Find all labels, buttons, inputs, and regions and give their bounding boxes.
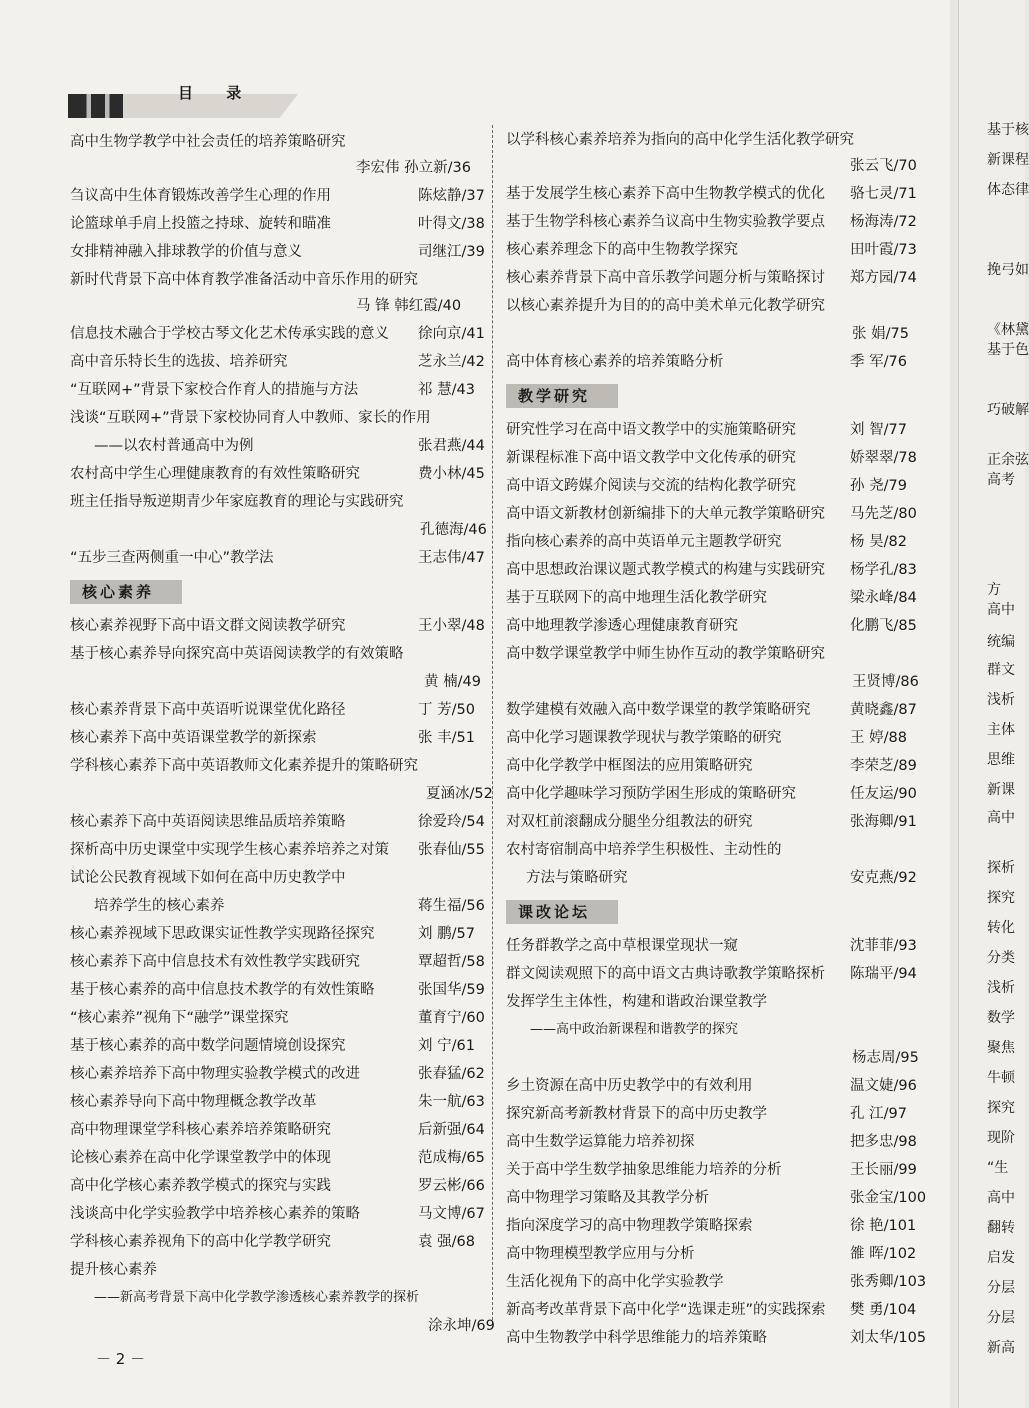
toc-title: 目 录 — [178, 84, 256, 102]
toc-entry-author-page: 田叶霞/73 — [850, 242, 917, 258]
edge-text-fragment: “生 — [987, 1160, 1009, 1176]
toc-entry-title: 研究性学习在高中语文教学中的实施策略研究 — [506, 422, 796, 438]
toc-entry-title: 核心素养背景下高中英语听说课堂优化路径 — [70, 702, 346, 718]
edge-text-fragment: 浅析 — [987, 692, 1015, 708]
adjacent-page-edge — [958, 0, 1029, 1408]
toc-entry-author-page: 王 婷/88 — [850, 730, 907, 746]
toc-entry-title: 高中体育核心素养的培养策略分析 — [506, 354, 724, 370]
toc-entry-title: 论核心素养在高中化学课堂教学中的体现 — [70, 1150, 331, 1166]
toc-entry-title: 试论公民教育视域下如何在高中历史教学中 — [70, 870, 346, 886]
toc-entry-author-page: 雒 晖/102 — [850, 1246, 917, 1262]
edge-text-fragment: 高考 — [987, 472, 1015, 488]
toc-entry-author-page: 杨志周/95 — [852, 1050, 919, 1066]
toc-entry-title: 基于核心素养的高中信息技术教学的有效性策略 — [70, 982, 375, 998]
toc-entry-author-page: 覃超哲/58 — [418, 954, 485, 970]
toc-entry-title: 提升核心素养 — [70, 1262, 157, 1278]
toc-entry-author-page: 娇翠翠/78 — [850, 450, 917, 466]
edge-text-fragment: 体态律 — [987, 182, 1029, 198]
toc-entry-title: 新高考改革背景下高中化学“选课走班”的实践探索 — [506, 1302, 826, 1318]
edge-text-fragment: 统编 — [987, 634, 1015, 650]
toc-entry-title: 高中化学教学中框图法的应用策略研究 — [506, 758, 753, 774]
toc-entry-title: 群文阅读观照下的高中语文古典诗歌教学策略探析 — [506, 966, 825, 982]
toc-entry-author-page: 费小林/45 — [418, 466, 485, 482]
toc-entry-title: 女排精神融入排球教学的价值与意义 — [70, 244, 302, 260]
toc-entry-title: 核心素养理念下的高中生物教学探究 — [506, 242, 738, 258]
toc-entry-title: “核心素养”视角下“融学”课堂探究 — [70, 1010, 289, 1026]
toc-entry-author-page: 孙 尧/79 — [850, 478, 907, 494]
toc-entry-title: 新课程标准下高中语文教学中文化传承的研究 — [506, 450, 796, 466]
toc-entry-author-page: 张春猛/62 — [418, 1066, 485, 1082]
toc-entry-author-page: 蒋生福/56 — [418, 898, 485, 914]
toc-entry-author-page: 马先芝/80 — [850, 506, 917, 522]
toc-entry-title: 高中思想政治课议题式教学模式的构建与实践研究 — [506, 562, 825, 578]
toc-entry-title: 方法与策略研究 — [526, 870, 628, 886]
toc-entry-author-page: 化鹏飞/85 — [850, 618, 917, 634]
toc-entry-title: “五步三查两侧重一中心”教学法 — [70, 550, 274, 566]
toc-entry-author-page: 张 娟/75 — [852, 326, 909, 342]
edge-text-fragment: 分层 — [987, 1310, 1015, 1326]
toc-entry-author-page: 骆七灵/71 — [850, 186, 917, 202]
edge-text-fragment: 《林黛 — [987, 322, 1029, 338]
toc-entry-title: “互联网+”背景下家校合作育人的措施与方法 — [70, 382, 359, 398]
toc-entry-title: 以核心素养提升为目的的高中美术单元化教学研究 — [506, 298, 825, 314]
toc-entry-title: 核心素养视域下思政课实证性教学实现路径探究 — [70, 926, 375, 942]
toc-entry-author-page: 陈炫静/37 — [418, 188, 485, 204]
toc-entry-title: 数学建模有效融入高中数学课堂的教学策略研究 — [506, 702, 811, 718]
edge-text-fragment: 挽弓如 — [987, 262, 1029, 278]
edge-text-fragment: 新课程 — [987, 152, 1029, 168]
toc-entry-author-page: 杨海涛/72 — [850, 214, 917, 230]
edge-text-fragment: 基于核 — [987, 122, 1029, 138]
toc-entry-title: 核心素养下高中英语课堂教学的新探索 — [70, 730, 317, 746]
toc-entry-title: 高中生物教学中科学思维能力的培养策略 — [506, 1330, 767, 1346]
edge-text-fragment: 探究 — [987, 1100, 1015, 1116]
edge-text-fragment: 牛顿 — [987, 1070, 1015, 1086]
toc-entry-author-page: 徐向京/41 — [418, 326, 485, 342]
toc-entry-author-page: 李荣芝/89 — [850, 758, 917, 774]
toc-entry-title: 基于互联网下的高中地理生活化教学研究 — [506, 590, 767, 606]
toc-entry-title: 基于核心素养的高中数学问题情境创设探究 — [70, 1038, 346, 1054]
toc-entry-title: 浅谈“互联网+”背景下家校协同育人中教师、家长的作用 — [70, 410, 431, 426]
toc-entry-author-page: 沈菲菲/93 — [850, 938, 917, 954]
toc-entry-author-page: 任友运/90 — [850, 786, 917, 802]
toc-entry-author-page: 丁 芳/50 — [418, 702, 475, 718]
toc-entry-title: 浅谈高中化学实验教学中培养核心素养的策略 — [70, 1206, 360, 1222]
toc-header — [68, 78, 298, 118]
toc-entry-author-page: 马 锋 韩红霞/40 — [356, 298, 462, 314]
toc-entry-author-page: 张秀卿/103 — [850, 1274, 927, 1290]
toc-entry-author-page: 王志伟/47 — [418, 550, 485, 566]
toc-entry-title: 高中音乐特长生的选拔、培养研究 — [70, 354, 288, 370]
toc-entry-title: 生活化视角下的高中化学实验教学 — [506, 1274, 724, 1290]
toc-entry-author-page: 后新强/64 — [418, 1122, 485, 1138]
toc-entry-title: 发挥学生主体性，构建和谐政治课堂教学 — [506, 994, 767, 1010]
toc-entry-author-page: 樊 勇/104 — [850, 1302, 917, 1318]
toc-entry-author-page: 叶得文/38 — [418, 216, 485, 232]
toc-entry-title: ——高中政治新课程和谐教学的探究 — [530, 1022, 739, 1037]
toc-entry-title: 信息技术融合于学校古琴文化艺术传承实践的意义 — [70, 326, 389, 342]
edge-text-fragment: 高中 — [987, 1190, 1015, 1206]
toc-entry-author-page: 罗云彬/66 — [418, 1178, 485, 1194]
section-heading: 课改论坛 — [506, 900, 618, 924]
toc-entry-author-page: 马文博/67 — [418, 1206, 485, 1222]
edge-text-fragment: 方 — [987, 582, 1001, 598]
toc-entry-title: 高中数学课堂教学中师生协作互动的教学策略研究 — [506, 646, 825, 662]
toc-entry-title: 高中地理教学渗透心理健康教育研究 — [506, 618, 738, 634]
toc-entry-title: 培养学生的核心素养 — [94, 898, 225, 914]
toc-entry-author-page: 刘 智/77 — [850, 422, 907, 438]
toc-entry-title: 班主任指导叛逆期青少年家庭教育的理论与实践研究 — [70, 494, 404, 510]
toc-entry-author-page: 朱一航/63 — [418, 1094, 485, 1110]
section-heading: 核心素养 — [70, 580, 182, 604]
toc-entry-author-page: 夏涵冰/52 — [426, 786, 493, 802]
toc-entry-author-page: 祁 慧/43 — [418, 382, 475, 398]
toc-entry-title: 核心素养背景下高中音乐教学问题分析与策略探讨 — [506, 270, 825, 286]
toc-entry-title: 高中化学趣味学习预防学困生形成的策略研究 — [506, 786, 796, 802]
toc-entry-author-page: 温文婕/96 — [850, 1078, 917, 1094]
edge-text-fragment: 正余弦 — [987, 452, 1029, 468]
toc-entry-author-page: 张国华/59 — [418, 982, 485, 998]
edge-text-fragment: 现阶 — [987, 1130, 1015, 1146]
toc-entry-title: 基于核心素养导向探究高中英语阅读教学的有效策略 — [70, 646, 404, 662]
toc-entry-author-page: 张云飞/70 — [850, 158, 917, 174]
toc-entry-title: 高中物理课堂学科核心素养培养策略研究 — [70, 1122, 331, 1138]
edge-text-fragment: 高中 — [987, 602, 1015, 618]
toc-entry-title: 农村寄宿制高中培养学生积极性、主动性的 — [506, 842, 782, 858]
edge-text-fragment: 探析 — [987, 860, 1015, 876]
edge-text-fragment: 翻转 — [987, 1220, 1015, 1236]
toc-entry-author-page: 王贤博/86 — [852, 674, 919, 690]
toc-entry-author-page: 刘太华/105 — [850, 1330, 927, 1346]
toc-entry-author-page: 黄晓鑫/87 — [850, 702, 917, 718]
toc-entry-author-page: 孔德海/46 — [420, 522, 487, 538]
section-heading: 教学研究 — [506, 384, 618, 408]
edge-text-fragment: 新高 — [987, 1340, 1015, 1356]
toc-entry-title: 任务群教学之高中草根课堂现状一窥 — [506, 938, 738, 954]
toc-entry-title: 乡土资源在高中历史教学中的有效利用 — [506, 1078, 753, 1094]
toc-entry-author-page: 刘 宁/61 — [418, 1038, 475, 1054]
edge-text-fragment: 巧破解 — [987, 402, 1029, 418]
toc-entry-author-page: 范成梅/65 — [418, 1150, 485, 1166]
toc-entry-author-page: 杨学孔/83 — [850, 562, 917, 578]
edge-text-fragment: 聚焦 — [987, 1040, 1015, 1056]
toc-entry-author-page: 王长丽/99 — [850, 1162, 917, 1178]
column-divider — [492, 125, 493, 1325]
toc-entry-title: 探析高中历史课堂中实现学生核心素养培养之对策 — [70, 842, 389, 858]
toc-entry-title: 以学科核心素养培养为指向的高中化学生活化教学研究 — [506, 132, 854, 148]
page-number: － 2 － — [96, 1350, 146, 1368]
toc-entry-title: 高中语文跨媒介阅读与交流的结构化教学研究 — [506, 478, 796, 494]
toc-entry-author-page: 芝永兰/42 — [418, 354, 485, 370]
toc-entry-title: 新时代背景下高中体育教学准备活动中音乐作用的研究 — [70, 272, 418, 288]
edge-text-fragment: 思维 — [987, 752, 1015, 768]
toc-entry-author-page: 徐爱玲/54 — [418, 814, 485, 830]
toc-entry-title: 核心素养下高中信息技术有效性教学实践研究 — [70, 954, 360, 970]
toc-entry-title: 探究新高考新教材背景下的高中历史教学 — [506, 1106, 767, 1122]
toc-entry-title: 对双杠前滚翻成分腿坐分组教法的研究 — [506, 814, 753, 830]
edge-text-fragment: 数学 — [987, 1010, 1015, 1026]
toc-entry-title: ——新高考背景下高中化学教学渗透核心素养教学的探析 — [94, 1290, 420, 1305]
toc-entry-author-page: 把多忠/98 — [850, 1134, 917, 1150]
toc-entry-title: 农村高中学生心理健康教育的有效性策略研究 — [70, 466, 360, 482]
toc-entry-title: 高中化学习题课教学现状与教学策略的研究 — [506, 730, 782, 746]
toc-entry-title: 核心素养导向下高中物理概念教学改革 — [70, 1094, 317, 1110]
toc-entry-author-page: 张春仙/55 — [418, 842, 485, 858]
toc-entry-author-page: 刘 鹏/57 — [418, 926, 475, 942]
toc-entry-author-page: 孔 江/97 — [850, 1106, 907, 1122]
toc-entry-title: 核心素养下高中英语阅读思维品质培养策略 — [70, 814, 346, 830]
toc-entry-author-page: 徐 艳/101 — [850, 1218, 917, 1234]
edge-text-fragment: 群文 — [987, 662, 1015, 678]
toc-entry-author-page: 季 军/76 — [850, 354, 907, 370]
toc-entry-title: 高中生物学教学中社会责任的培养策略研究 — [70, 134, 346, 150]
toc-entry-title: 高中物理模型教学应用与分析 — [506, 1246, 695, 1262]
toc-entry-author-page: 王小翠/48 — [418, 618, 485, 634]
toc-entry-author-page: 安克燕/92 — [850, 870, 917, 886]
edge-text-fragment: 转化 — [987, 920, 1015, 936]
toc-entry-title: 关于高中学生数学抽象思维能力培养的分析 — [506, 1162, 782, 1178]
toc-entry-author-page: 张金宝/100 — [850, 1190, 927, 1206]
toc-entry-author-page: 司继江/39 — [418, 244, 485, 260]
toc-entry-title: 基于生物学科核心素养刍议高中生物实验教学要点 — [506, 214, 825, 230]
edge-text-fragment: 新课 — [987, 782, 1015, 798]
toc-entry-author-page: 黄 楠/49 — [424, 674, 481, 690]
toc-entry-author-page: 梁永峰/84 — [850, 590, 917, 606]
toc-entry-title: 核心素养培养下高中物理实验教学模式的改进 — [70, 1066, 360, 1082]
toc-entry-title: 刍议高中生体育锻炼改善学生心理的作用 — [70, 188, 331, 204]
toc-entry-title: 指向核心素养的高中英语单元主题教学研究 — [506, 534, 782, 550]
edge-text-fragment: 启发 — [987, 1250, 1015, 1266]
toc-entry-author-page: 张 丰/51 — [418, 730, 475, 746]
toc-entry-title: 高中生数学运算能力培养初探 — [506, 1134, 695, 1150]
toc-entry-title: 高中化学核心素养教学模式的探究与实践 — [70, 1178, 331, 1194]
toc-entry-title: 学科核心素养视角下的高中化学教学研究 — [70, 1234, 331, 1250]
edge-text-fragment: 高中 — [987, 810, 1015, 826]
edge-text-fragment: 探究 — [987, 890, 1015, 906]
edge-text-fragment: 主体 — [987, 722, 1015, 738]
toc-entry-author-page: 陈瑞平/94 — [850, 966, 917, 982]
toc-entry-author-page: 杨 昊/82 — [850, 534, 907, 550]
toc-entry-author-page: 涂永坤/69 — [428, 1318, 495, 1334]
toc-entry-author-page: 张海卿/91 — [850, 814, 917, 830]
toc-entry-author-page: 李宏伟 孙立新/36 — [356, 160, 471, 176]
toc-entry-title: ——以农村普通高中为例 — [94, 438, 254, 454]
toc-entry-title: 高中语文新教材创新编排下的大单元教学策略研究 — [506, 506, 825, 522]
toc-entry-title: 核心素养视野下高中语文群文阅读教学研究 — [70, 618, 346, 634]
edge-text-fragment: 浅析 — [987, 980, 1015, 996]
toc-entry-title: 指向深度学习的高中物理教学策略探索 — [506, 1218, 753, 1234]
toc-entry-author-page: 张君燕/44 — [418, 438, 485, 454]
toc-entry-title: 学科核心素养下高中英语教师文化素养提升的策略研究 — [70, 758, 418, 774]
edge-text-fragment: 基于色 — [987, 342, 1029, 358]
toc-entry-author-page: 董育宁/60 — [418, 1010, 485, 1026]
toc-entry-title: 论篮球单手肩上投篮之持球、旋转和瞄准 — [70, 216, 331, 232]
edge-text-fragment: 分层 — [987, 1280, 1015, 1296]
toc-entry-title: 高中物理学习策略及其教学分析 — [506, 1190, 709, 1206]
toc-entry-author-page: 袁 强/68 — [418, 1234, 475, 1250]
toc-entry-title: 基于发展学生核心素养下高中生物教学模式的优化 — [506, 186, 825, 202]
edge-text-fragment: 分类 — [987, 950, 1015, 966]
toc-entry-author-page: 郑方园/74 — [850, 270, 917, 286]
